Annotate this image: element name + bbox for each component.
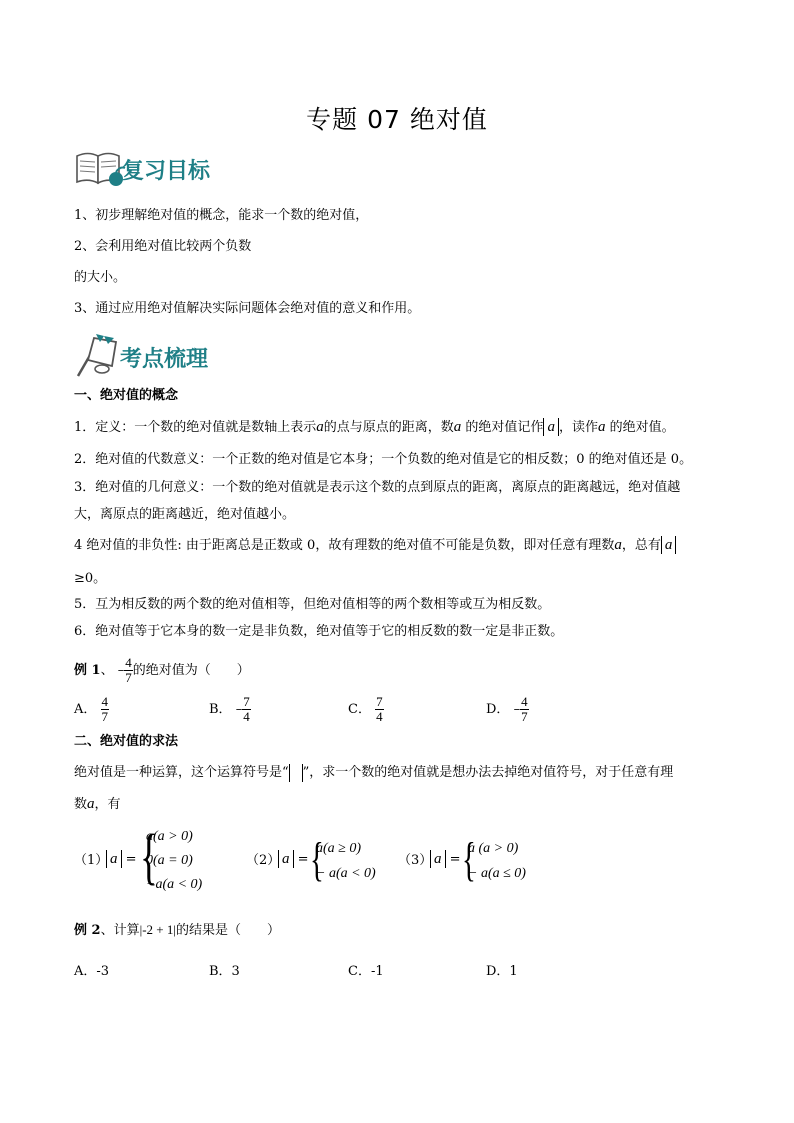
denominator: 7 xyxy=(521,709,528,724)
abs-value: a xyxy=(430,850,446,868)
text: ，总有 xyxy=(621,538,661,553)
abs-symbol xyxy=(289,764,303,782)
paragraph: 大，离原点的距离越近，绝对值越小。 xyxy=(74,507,296,522)
paragraph: 5．互为相反数的两个数的绝对值相等，但绝对值相等的两个数相等或互为相反数。 xyxy=(74,597,551,612)
variable: a xyxy=(597,419,606,435)
option-letter: A． xyxy=(74,702,97,717)
variable: a xyxy=(87,796,95,812)
text: 的绝对值。 xyxy=(605,420,675,435)
denominator: 7 xyxy=(101,709,109,724)
part-title: 一、绝对值的概念 xyxy=(74,388,179,403)
goal-item: 2、会利用绝对值比较两个负数 xyxy=(74,239,252,254)
option[interactable]: D．1 xyxy=(486,964,518,979)
numerator: 4 xyxy=(101,694,109,709)
case-row: a(a > 0) xyxy=(146,829,193,844)
sign: – xyxy=(235,702,243,717)
example-1-question xyxy=(74,656,250,685)
paragraph xyxy=(74,795,121,814)
fraction xyxy=(124,656,133,685)
expression: |-2 + 1| xyxy=(139,922,176,937)
example-label: 例 1 xyxy=(74,663,101,678)
bell-icon xyxy=(74,332,124,382)
text: 的点与原点的距离，数 xyxy=(323,420,454,435)
case-label: （1） xyxy=(74,853,109,868)
text: 的结果是（ ） xyxy=(175,923,280,938)
abs-lhs: a = xyxy=(106,850,137,869)
option[interactable] xyxy=(486,695,529,724)
paragraph xyxy=(74,764,673,782)
section-header-goals xyxy=(74,146,274,190)
fraction xyxy=(101,695,110,724)
option[interactable] xyxy=(209,695,251,724)
brace: { xyxy=(310,833,324,886)
fraction xyxy=(242,695,251,724)
numerator: 4 xyxy=(521,694,528,709)
example-label: 例 2 xyxy=(74,923,101,938)
abs-lhs: a = xyxy=(430,850,461,869)
case-row: a(a ≥ 0) xyxy=(316,841,362,856)
case-label: （3） xyxy=(398,853,433,868)
abs-value: a xyxy=(106,850,122,868)
text: 、计算 xyxy=(100,923,140,938)
variable: a xyxy=(453,419,462,435)
brace: { xyxy=(140,823,158,891)
text: ，有 xyxy=(94,797,121,812)
abs-value: a xyxy=(278,850,294,868)
case-row: − a(a < 0) xyxy=(316,866,376,881)
goal-item: 的大小。 xyxy=(74,270,127,285)
definition-paragraph xyxy=(74,418,675,437)
denominator: 4 xyxy=(376,709,383,724)
case-row: − a(a ≤ 0) xyxy=(468,866,526,881)
text: 的绝对值为（ ） xyxy=(132,663,250,678)
numerator: 7 xyxy=(376,694,383,709)
abs-value: a xyxy=(543,418,559,436)
option[interactable]: B．3 xyxy=(209,964,240,979)
abs-lhs: a = xyxy=(278,850,309,869)
text: ”，求一个数的绝对值就是想办法去掉绝对值符号，对于任意有理 xyxy=(302,765,674,780)
variable: a xyxy=(614,537,622,553)
option[interactable]: A．-3 xyxy=(74,964,110,979)
option[interactable] xyxy=(348,695,384,724)
goal-item: 1、初步理解绝对值的概念，能求一个数的绝对值， xyxy=(74,208,369,223)
part-title: 二、绝对值的求法 xyxy=(74,734,179,749)
case-row: −a(a < 0) xyxy=(146,877,203,892)
option[interactable] xyxy=(74,695,109,724)
paragraph: ≥0。 xyxy=(74,571,107,586)
sign: – xyxy=(513,702,521,717)
option-letter: C． xyxy=(348,702,371,717)
case-label: （2） xyxy=(246,853,281,868)
denominator: 7 xyxy=(125,670,132,685)
fraction xyxy=(520,695,529,724)
fraction xyxy=(375,695,384,724)
text: 、 – xyxy=(100,663,125,678)
goal-item: 3、通过应用绝对值解决实际问题体会绝对值的意义和作用。 xyxy=(74,301,421,316)
numerator: 7 xyxy=(243,694,250,709)
variable: a xyxy=(316,419,324,435)
section-heading: 复习目标 xyxy=(122,159,211,184)
brace: { xyxy=(462,833,476,886)
text: ，读作 xyxy=(558,420,598,435)
paragraph: 6．绝对值等于它本身的数一定是非负数，绝对值等于它的相反数的数一定是非正数。 xyxy=(74,624,564,639)
page-title: 专题 07 绝对值 xyxy=(306,105,488,134)
example-2-question xyxy=(74,921,280,940)
denominator: 4 xyxy=(243,709,250,724)
case-row: a (a > 0) xyxy=(468,841,519,856)
case-row: 0(a = 0) xyxy=(146,853,193,868)
paragraph: 2．绝对值的代数意义：一个正数的绝对值是它本身；一个负数的绝对值是它的相反数；0 的绝对值还是 0。 xyxy=(74,452,693,467)
paragraph xyxy=(74,536,676,555)
section-heading: 考点梳理 xyxy=(120,347,209,372)
option[interactable]: C．-1 xyxy=(348,964,384,979)
section-header-points xyxy=(74,332,274,380)
text: 数 xyxy=(74,797,88,812)
option-letter: D． xyxy=(486,702,510,717)
text: 1．定义：一个数的绝对值就是数轴上表示 xyxy=(74,420,317,435)
text: 绝对值是一种运算，这个运算符号是“ xyxy=(74,765,289,780)
numerator: 4 xyxy=(125,655,132,670)
abs-value: a xyxy=(661,536,677,554)
text: 的绝对值记作 xyxy=(461,420,544,435)
option-letter: B． xyxy=(209,702,232,717)
paragraph: 3．绝对值的几何意义：一个数的绝对值就是表示这个数的点到原点的距离，离原点的距离越远，绝对值越 xyxy=(74,480,681,495)
text: 4 绝对值的非负性: 由于距离总是正数或 0，故有理数的绝对值不可能是负数，即对任意有理数 xyxy=(74,538,615,553)
